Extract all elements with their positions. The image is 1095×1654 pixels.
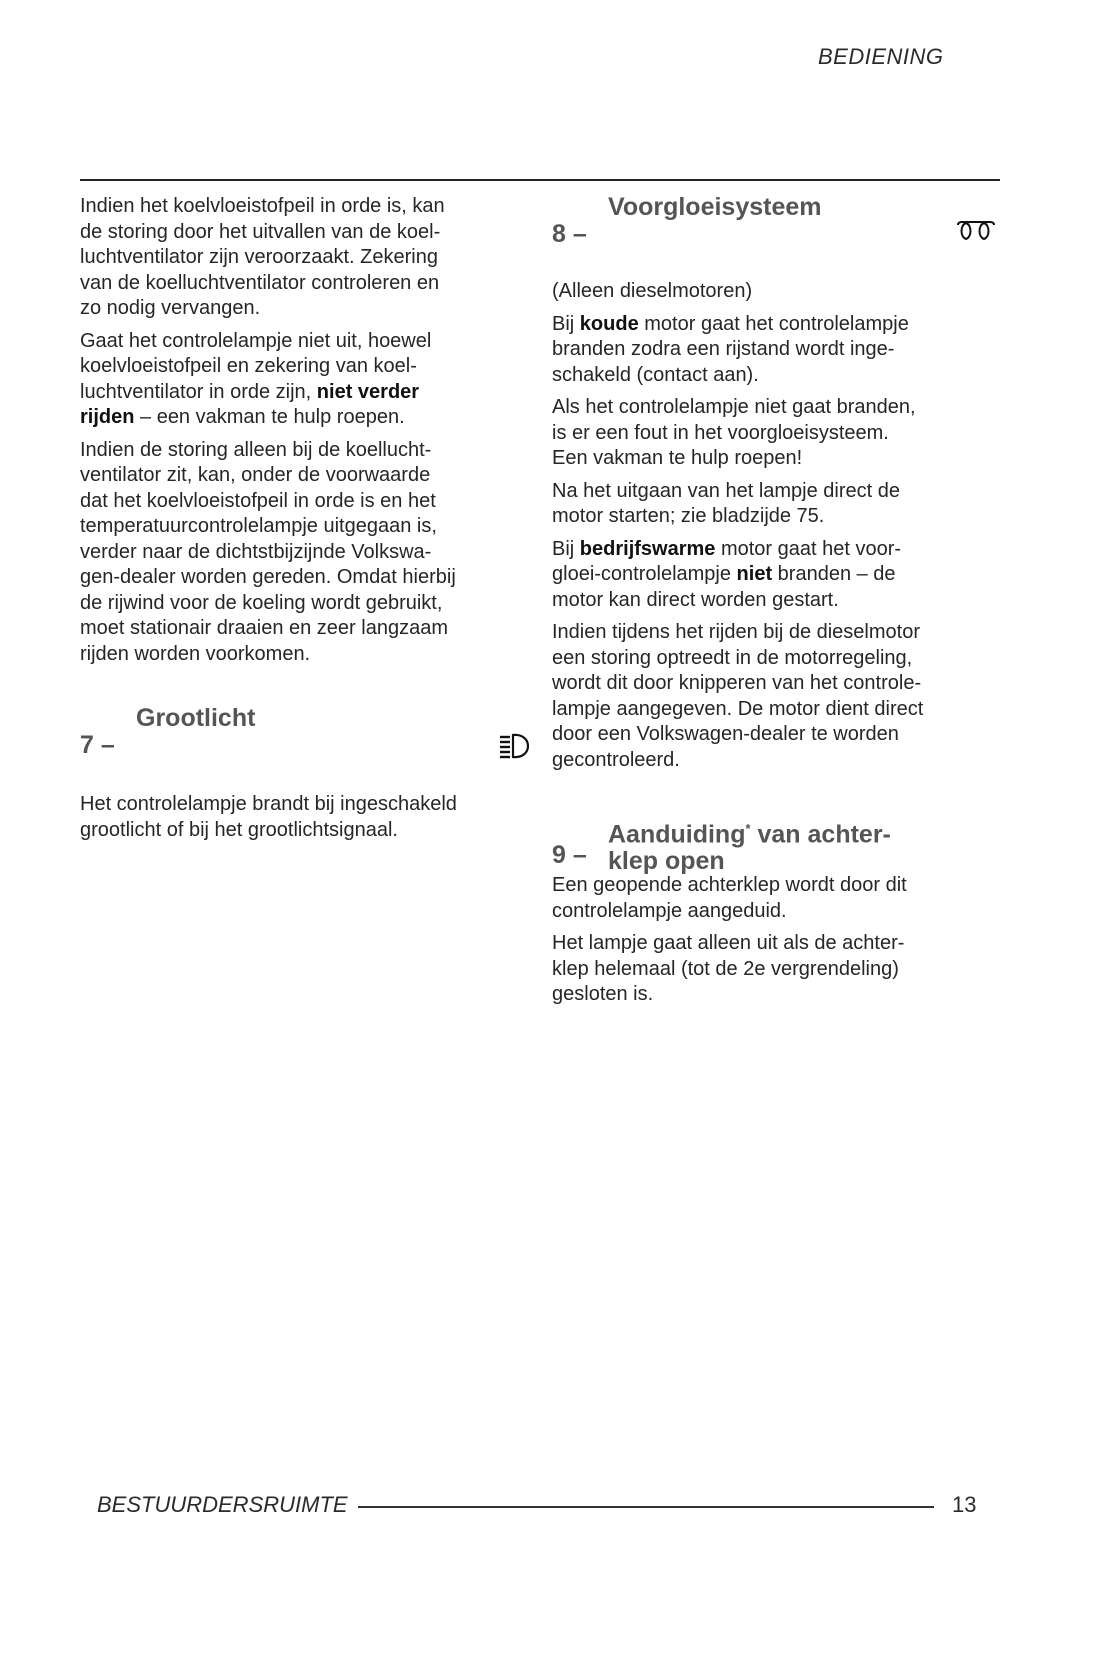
title-text: van achter- klep open bbox=[608, 820, 891, 876]
paragraph: Indien de storing alleen bij de koellucht- ventilator zit, kan, onder de voorwaarde dat het koelvloeistofpeil in orde is en het temperatuurcontrolelampje uitgegaan is, verder naar de dichtstbijzijnde Volkswa- gen-dealer worden gereden. Omdat hierbij de rijwind voor de koeling wordt gebruikt, moet stationair draaien en zeer langzaam rijden worden voorkomen. bbox=[80, 438, 456, 665]
paragraph bbox=[80, 329, 535, 431]
text: Bij bbox=[552, 537, 580, 560]
section-number: 9 – bbox=[552, 841, 587, 869]
paragraph: Het controlelampje brandt bij ingeschakeld grootlicht of bij het grootlichtsignaal. bbox=[80, 793, 457, 841]
section-number: 8 – bbox=[552, 220, 587, 248]
high-beam-icon bbox=[499, 705, 529, 766]
text: branden – de motor kan direct worden gestart. bbox=[552, 563, 896, 611]
paragraph bbox=[552, 537, 1002, 614]
footnote-asterisk: * bbox=[745, 821, 751, 836]
paragraph bbox=[552, 312, 1002, 389]
paragraph: Na het uitgaan van het lampje direct de motor starten; zie bladzijde 75. bbox=[552, 479, 900, 527]
text: motor gaat het voor- gloei-controlelampje bbox=[552, 537, 902, 585]
section-title: Grootlicht bbox=[136, 704, 256, 732]
page-number: 13 bbox=[952, 1492, 977, 1517]
title-text: Aanduiding bbox=[608, 820, 746, 849]
bold-text: koude bbox=[579, 312, 639, 335]
section-heading-9 bbox=[552, 815, 1002, 876]
right-column bbox=[552, 194, 1002, 1015]
section-number: 7 – bbox=[80, 731, 115, 759]
section-heading-7 bbox=[80, 705, 535, 786]
paragraph: (Alleen dieselmotoren) bbox=[552, 280, 753, 302]
section-title: Voorgloeisysteem bbox=[608, 193, 822, 221]
bold-text: bedrijfswarme bbox=[579, 537, 716, 560]
bold-text: niet bbox=[736, 563, 773, 585]
section-heading-8 bbox=[552, 194, 1002, 275]
footer-rule bbox=[358, 1506, 934, 1508]
paragraph: Het lampje gaat alleen uit als de achter- klep helemaal (tot de 2e vergrendeling) gesloten is. bbox=[552, 932, 905, 1005]
header-rule bbox=[80, 179, 1000, 181]
running-header: BEDIENING bbox=[818, 44, 944, 69]
section-title bbox=[608, 815, 891, 875]
paragraph: Een geopende achterklep wordt door dit controlelampje aangeduid. bbox=[552, 874, 907, 922]
text: Bij bbox=[552, 312, 580, 335]
left-column bbox=[80, 194, 535, 850]
text: motor gaat het controlelampje branden zodra een rijstand wordt inge- schakeld (contact aan). bbox=[552, 312, 909, 386]
glow-plug-icon bbox=[956, 194, 996, 249]
paragraph: Indien het koelvloeistofpeil in orde is, kan de storing door het uitvallen van de koel- luchtventilator zijn veroorzaakt. Zekering van de koelluchtventilator controleren en zo nodig vervangen. bbox=[80, 195, 445, 319]
text: Gaat het controlelampje niet uit, hoewel koelvloeistofpeil en zekering van koel- luchtventilator in orde zijn, bbox=[80, 329, 432, 403]
paragraph: Indien tijdens het rijden bij de dieselmotor een storing optreedt in de motorregeling, wordt dit door knipperen van het controle- lampje aangegeven. De motor dient direct door een Volkswagen-dealer te worden gecontroleerd. bbox=[552, 621, 924, 771]
text: – een vakman te hulp roepen. bbox=[134, 406, 405, 428]
running-footer: BESTUURDERSRUIMTE bbox=[97, 1492, 348, 1517]
paragraph: Als het controlelampje niet gaat branden, is er een fout in het voorgloeisysteem. Een vakman te hulp roepen! bbox=[552, 396, 916, 469]
bold-text: niet verder rijden bbox=[80, 380, 420, 428]
